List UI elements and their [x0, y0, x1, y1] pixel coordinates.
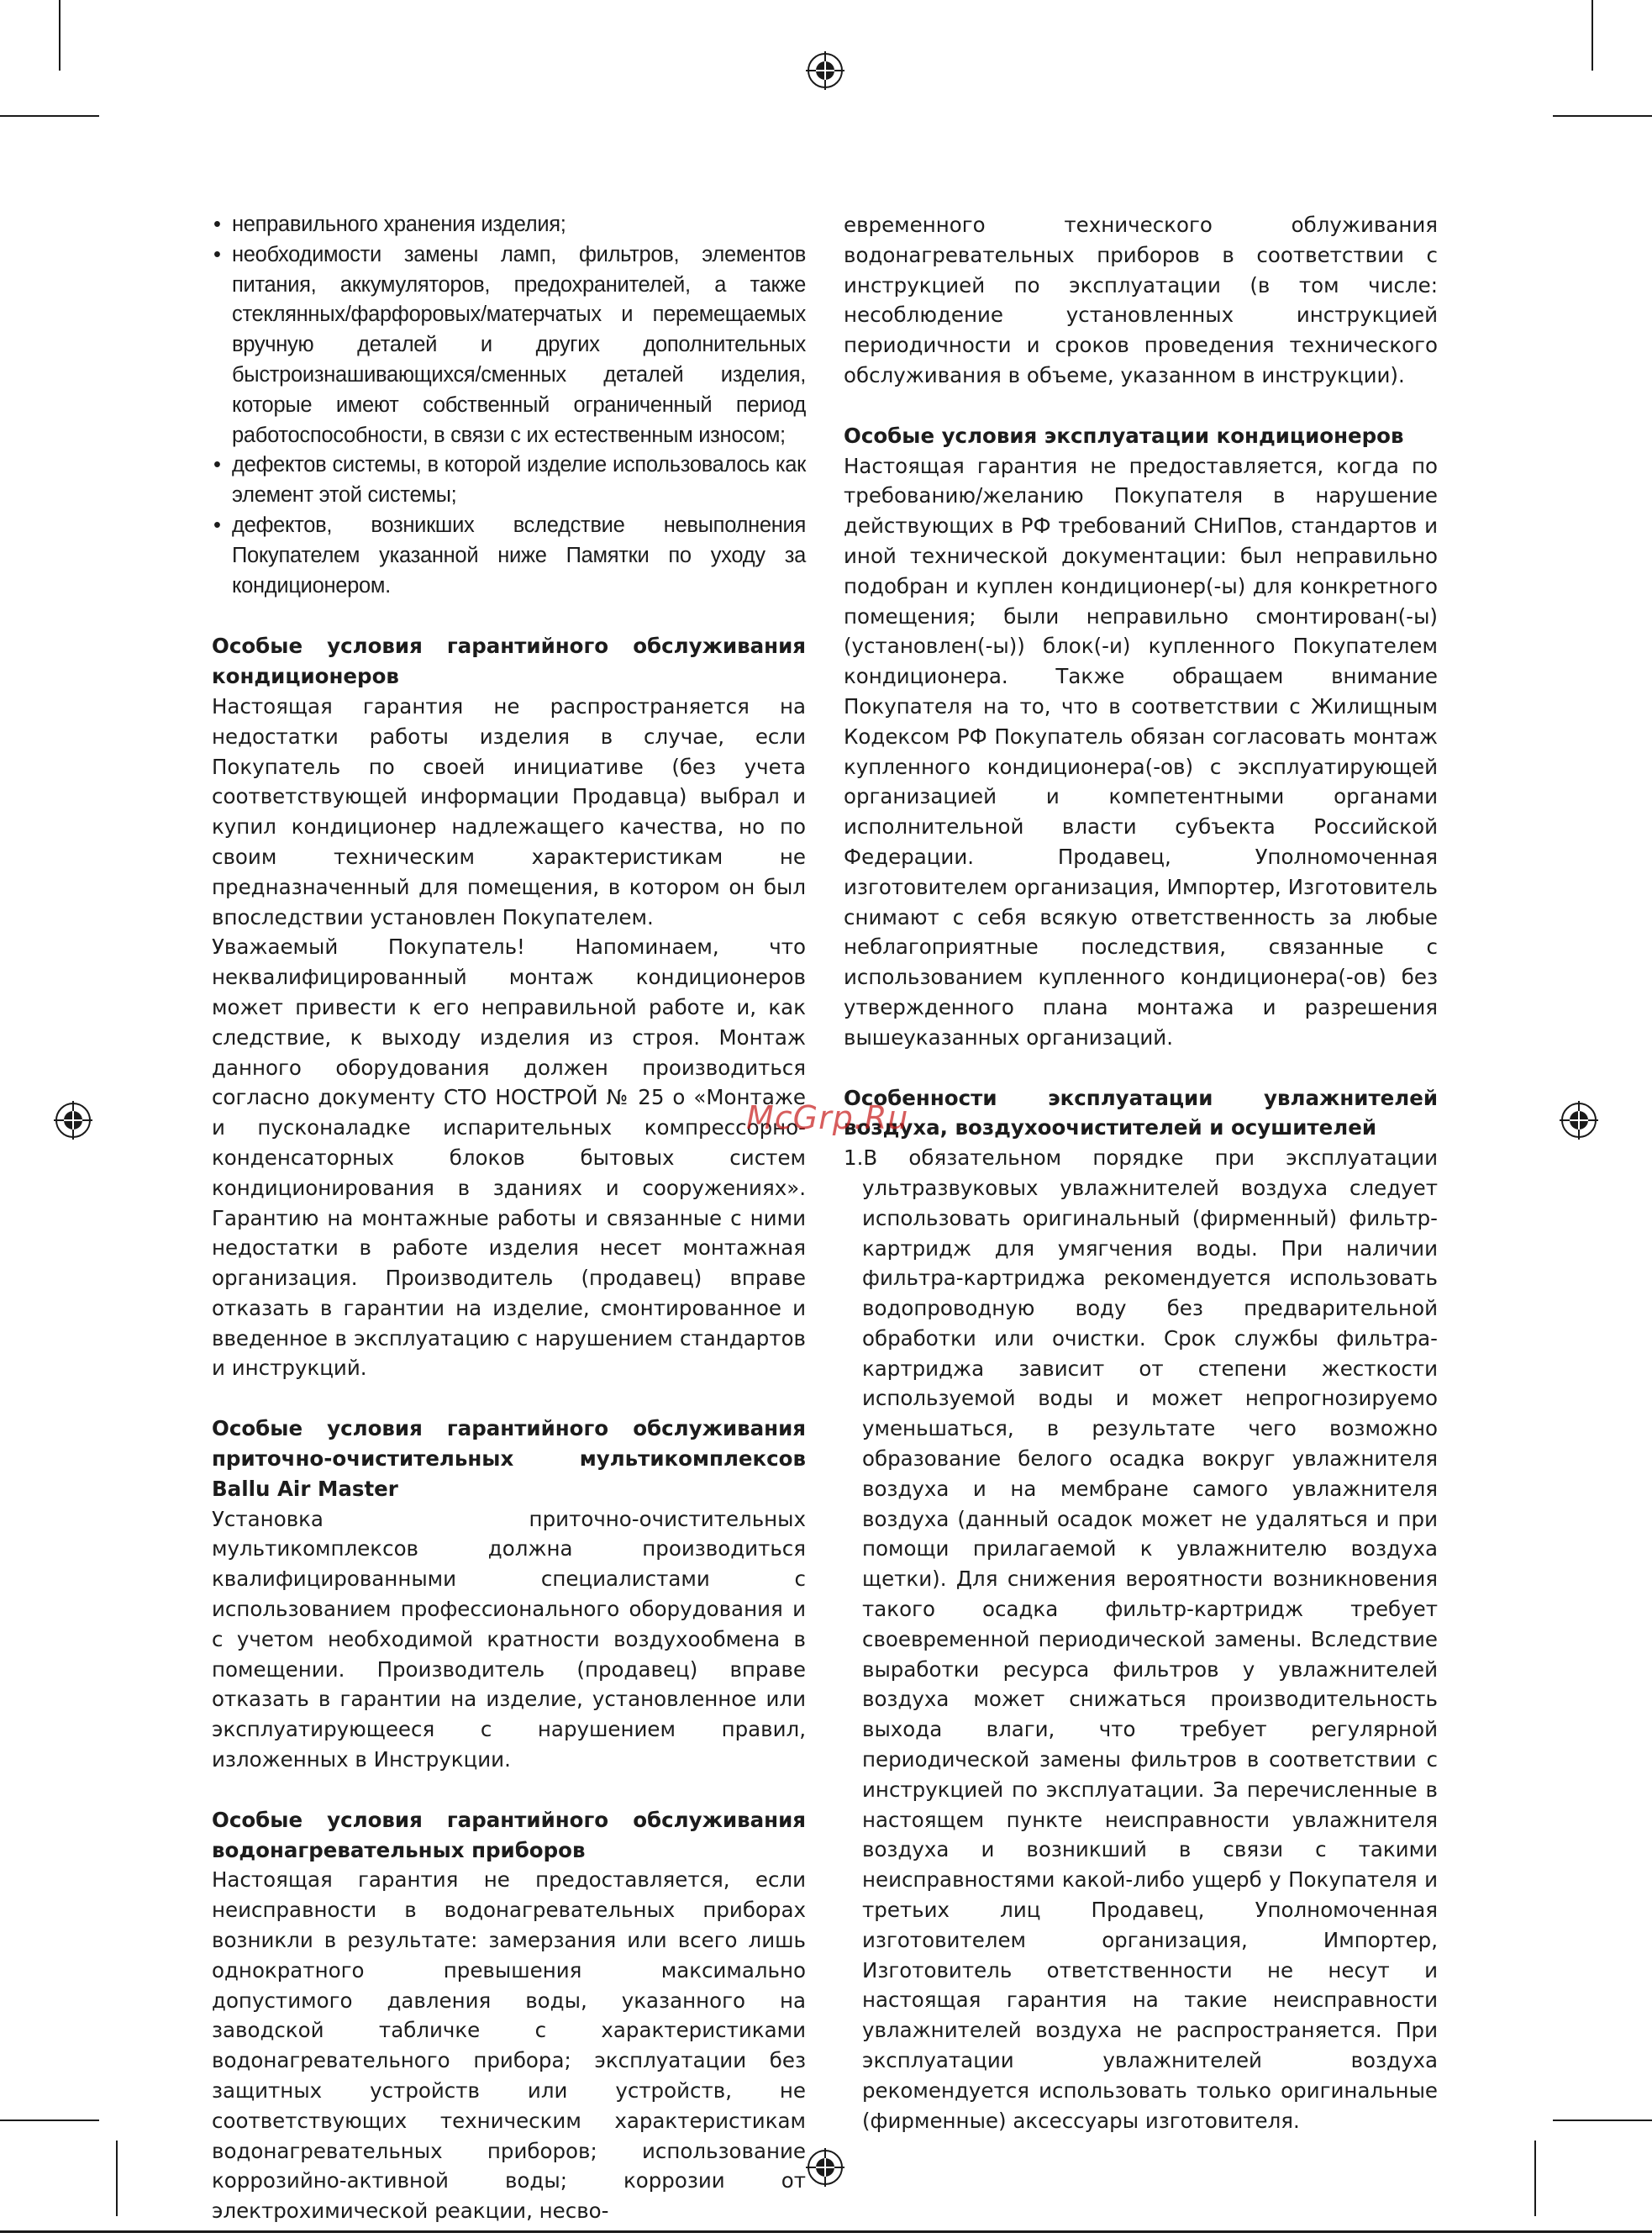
water-heater-warranty-paragraph: Настоящая гарантия не предоставляется, если неисправности в водонагревательных приборах возникли в результате: замерзания или всего лишь однократного превышения максимально допустимого давления воды, указанного на заводской табличке с характеристиками водонагревательного прибора; эксплуатации без защитных устройств или устройств, не соответствующих техническим характеристикам водонагревательных приборов; использование коррозийно-активной воды; коррозии от электрохимической реакции, несво-	[212, 1867, 806, 2224]
multicomplex-warranty-paragraph: Установка приточно-очистительных мультикомплексов должна производиться квалифицированными специалистами с использованием профессионального оборудования и с учетом необходимой кратности воздухообмена в помещении. Производитель (продавец) вправе отказать в гарантии на изделие, установленное или эксплуатирующееся с нарушением правил, изложенных в Инструкции.	[212, 1506, 806, 1772]
list-item: • дефектов, возникших вследствие невыполнения Покупателем указанной ниже Памятки по уходу за кондиционером.	[212, 511, 806, 601]
humidifier-operation-heading: Особенности эксплуатации увлажнителей воздуха, воздухоочистителей и осушителей	[844, 1085, 1438, 1140]
watermark: McGrp.Ru	[746, 1099, 909, 1136]
water-heater-warranty-continuation: евременного технического облуживания водонагревательных приборов в соответствии с инструкцией по эксплуатации (в том числе: несоблюдение установленных инструкцией периодичности и сроков проведения технического обслуживания в объеме, указанном в инструкции).	[844, 213, 1438, 387]
water-heater-warranty-heading: Особые условия гарантийного обслуживания водонагревательных приборов	[212, 1807, 806, 1862]
left-column	[212, 210, 806, 2226]
ac-warranty-paragraph: Настоящая гарантия не распространяется на недостатки работы изделия в случае, если Покупатель по своей инициативе (без учета соответствующей информации Продавца) выбрал и купил кондиционер надлежащего качества, но по своим техническим характеристикам не предназначенный для помещения, в котором он был впоследствии установлен Покупателем.	[212, 693, 806, 929]
registration-mark-icon	[54, 1101, 92, 1140]
registration-mark-icon	[1560, 1101, 1598, 1140]
crop-mark	[1553, 115, 1652, 117]
list-item: • необходимости замены ламп, фильтров, элементов питания, аккумуляторов, предохранителей, а также стеклянных/фарфоровых/матерчатых и перемещаемых вручную деталей и других дополнительных быстроизнашивающихся/сменных деталей изделия, которые имеют собственный ограниченный период работоспособности, в связи с их естественным износом;	[212, 240, 806, 451]
crop-mark	[116, 2141, 118, 2216]
ac-warranty-heading: Особые условия гарантийного обслуживания кондиционеров	[212, 634, 806, 689]
registration-mark-icon	[806, 51, 844, 90]
bottom-edge-line	[0, 2230, 1652, 2233]
list-item: • дефектов системы, в которой изделие использовалось как элемент этой системы;	[212, 450, 806, 511]
crop-mark	[0, 2120, 99, 2121]
crop-mark	[1553, 2120, 1652, 2121]
ac-operation-heading: Особые условия эксплуатации кондиционеров	[844, 423, 1404, 448]
multicomplex-warranty-heading: Особые условия гарантийного обслуживания приточно-очистительных мультикомплексов Ballu Air Master	[212, 1416, 806, 1501]
ac-operation-paragraph: Настоящая гарантия не предоставляется, когда по требованию/желанию Покупателя в нарушение действующих в РФ требований СНиПов, стандартов и иной технической документации: был неправильно подобран и куплен кондиционер(-ы) для конкретного помещения; были неправильно смонтирован(-ы) (установлен(-ы)) блок(-и) купленного Покупателем кондиционера. Также обращаем внимание Покупателя на то, что в соответствии с Жилищным Кодексом РФ Покупатель обязан согласовать монтаж купленного кондиционера(-ов) с эксплуатирующей организацией и компетентными органами исполнительной власти субъекта Российской Федерации. Продавец, Уполномоченная изготовителем организация, Импортер, Изготовитель снимают с себя всякую ответственность за любые неблагоприятные последствия, связанные с использованием купленного кондиционера(-ов) без утвержденного плана монтажа и разрешения вышеуказанных организаций.	[844, 453, 1438, 1050]
crop-mark	[59, 0, 61, 71]
crop-mark	[0, 115, 99, 117]
registration-mark-icon	[806, 2148, 844, 2187]
crop-mark	[1591, 0, 1593, 71]
list-item: • неправильного хранения изделия;	[212, 210, 806, 240]
ac-installation-paragraph: Уважаемый Покупатель! Напоминаем, что неквалифицированный монтаж кондиционеров может привести к его неправильной работе и, как следствие, к выходу изделия из строя. Монтаж данного оборудования должен производиться согласно документу СТО НОСТРОЙ № 25 о «Монтаже и пусконаладке испарительных компрессорно-конденсаторных блоков бытовых систем кондиционирования в зданиях и сооружениях». Гарантию на монтажные работы и связанные с ними недостатки в работе изделия несет монтажная организация. Производитель (продавец) вправе отказать в гарантии на изделие, смонтированное и введенное в эксплуатацию с нарушением стандартов и инструкций.	[212, 935, 806, 1381]
humidifier-operation-paragraph: 1.В обязательном порядке при эксплуатации ультразвуковых увлажнителей воздуха следует использовать оригинальный (фирменный) фильтр-картридж для умягчения воды. При наличии фильтра-картриджа рекомендуется использовать водопроводную воду без предварительной обработки или очистки. Срок службы фильтра-картриджа зависит от степени жесткости используемой воды и может непрогнозируемо уменьшаться, в результате чего возможно образование белого осадка вокруг увлажнителя воздуха и на мембране самого увлажнителя воздуха (данный осадок может не удаляться и при помощи прилагаемой к увлажнителю воздуха щетки). Для снижения вероятности возникновения такого осадка фильтр-картридж требует своевременной периодической замены. Вследствие выработки ресурса фильтров у увлажнителей воздуха может снижаться производительность выхода влаги, что требует регулярной периодической замены фильтров в соответствии с инструкцией по эксплуатации. За перечисленные в настоящем пункте неисправности увлажнителя воздуха и возникший в связи с такими неисправностями какой-либо ущерб у Покупателя и третьих лиц Продавец, Уполномоченная изготовителем организация, Импортер, Изготовитель ответственности не несут и настоящая гарантия на такие неисправности увлажнителей воздуха не распространяется. При эксплуатации увлажнителей воздуха рекомендуется использовать только оригинальные (фирменные) аксессуары изготовителя.	[844, 1145, 1438, 2133]
right-column	[844, 210, 1438, 2135]
crop-mark	[1534, 2141, 1536, 2216]
exclusions-list	[212, 210, 806, 601]
